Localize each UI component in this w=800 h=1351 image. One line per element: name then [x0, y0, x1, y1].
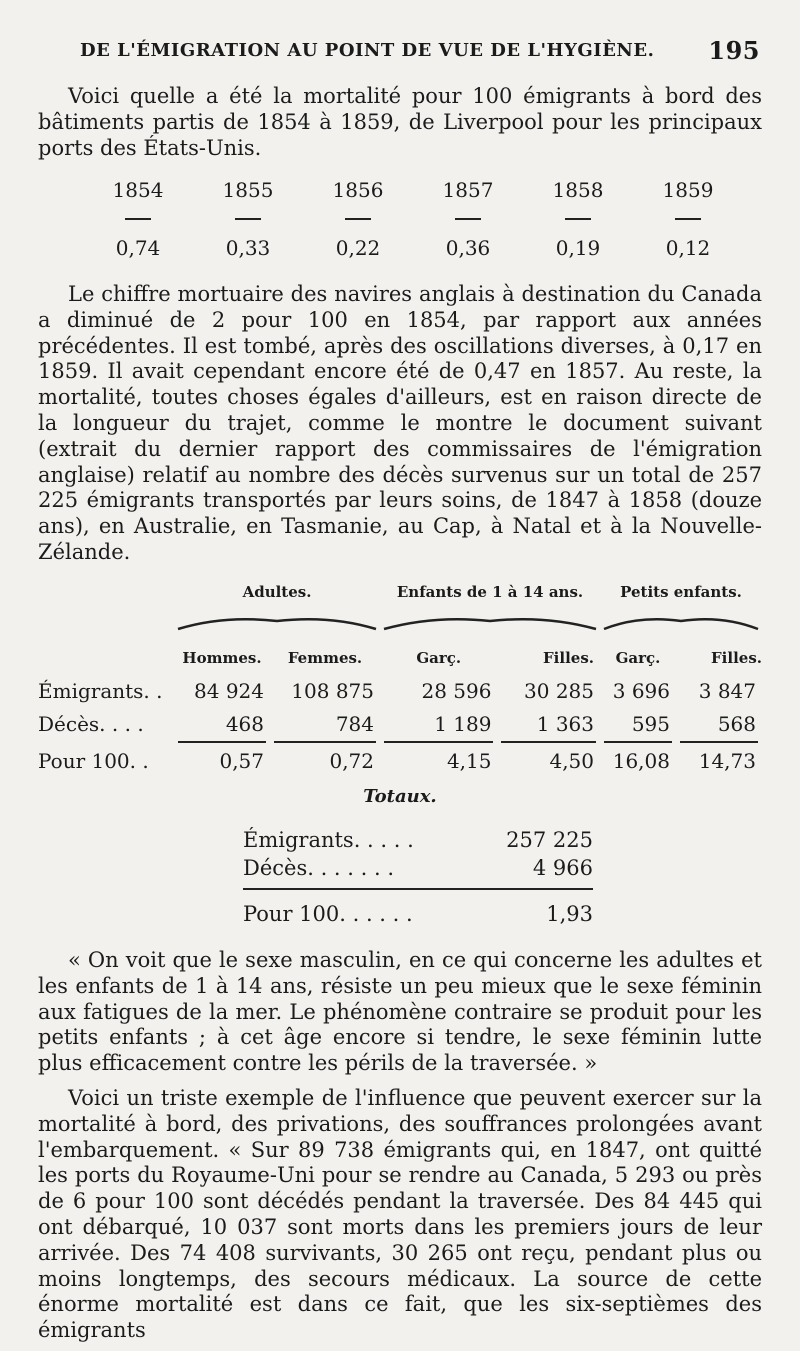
table-cell: 16,08: [612, 748, 670, 773]
year-cell: 1858: [552, 178, 604, 202]
rate-cell: 0,22: [335, 236, 381, 260]
totals-label: Pour 100. . . . . .: [243, 902, 413, 926]
totals-emigrants: [243, 828, 593, 852]
table-cell: 1 363: [536, 711, 594, 736]
group-brace: [174, 608, 380, 641]
group-header: Petits enfants.: [620, 582, 742, 601]
fraction-dashes: [98, 218, 728, 220]
header-title: DE L'ÉMIGRATION AU POINT DE VUE DE L'HYGIÈNE.: [80, 40, 655, 61]
mortality-table: [38, 575, 762, 777]
table-cell: 4,50: [549, 748, 594, 773]
totals-value: 4 966: [532, 856, 593, 880]
subheader: Hommes.: [182, 648, 262, 667]
rate-cell: 0,19: [555, 236, 601, 260]
table-cell: 468: [225, 711, 264, 736]
canada-paragraph: Le chiffre mortuaire des navires anglais à destination du Canada a diminué de 2 pour 100 en 1854, par rapport aux années précédentes. Il est tombé, après des oscillations diverses, à 0,17 en 1859. Il avait cependant encore été de 0,47 en 1857. Au reste, la mortalité, toutes choses égales d'ailleurs, est en raison directe de la longueur du trajet, comme le montre le document suivant (extrait du dernier rapport des commissaires de l'émigration anglaise) relatif au nombre des décès survenus sur un total de 257 225 émigrants transportés par leurs soins, de 1847 à 1858 (douze ans), en Australie, en Tasmanie, au Cap, à Natal et à la Nouvelle-Zélande.: [38, 282, 762, 564]
rate-cell: 0,12: [665, 236, 711, 260]
totals-value: 1,93: [546, 902, 593, 926]
running-header: [80, 36, 760, 65]
table-cell: 1 189: [434, 711, 492, 736]
rate-cell: 0,36: [445, 236, 491, 260]
year-cell: 1859: [662, 178, 714, 202]
group-brace: [380, 608, 600, 641]
totals-value: 257 225: [506, 828, 593, 852]
subheader: Filles.: [543, 648, 594, 667]
group-header: Enfants de 1 à 14 ans.: [396, 582, 584, 601]
row-label: Décès. . . .: [38, 711, 144, 736]
table-cell: 568: [717, 711, 756, 736]
table-cell: 28 596: [421, 678, 492, 703]
subheader: Filles.: [711, 648, 762, 667]
group-header: Adultes.: [242, 582, 312, 601]
subheader: Garç.: [615, 648, 661, 667]
table-cell: 14,73: [698, 748, 756, 773]
table-cell: 595: [631, 711, 670, 736]
table-cell: 3 847: [698, 678, 756, 703]
year-cell: 1854: [112, 178, 164, 202]
subheader: Femmes.: [287, 648, 363, 667]
row-label: Pour 100. .: [38, 748, 149, 773]
table-cell: 108 875: [291, 678, 374, 703]
totals-label: Décès. . . . . . .: [243, 856, 395, 880]
table-cell: 4,15: [446, 748, 492, 773]
subheader: Garç.: [416, 648, 462, 667]
table-cell: 84 924: [194, 678, 264, 703]
totals-deces: [243, 856, 593, 880]
table-cell: 30 285: [524, 678, 594, 703]
row-label: Émigrants. .: [38, 678, 163, 703]
intro-paragraph: Voici quelle a été la mortalité pour 100 émigrants à bord des bâtiments partis de 1854 à 1859, de Liverpool pour les principaux ports des États-Unis.: [38, 84, 762, 160]
totals-title: Totaux.: [363, 786, 437, 807]
table-row: [38, 744, 762, 777]
page-number: 195: [708, 36, 760, 65]
quote-paragraph: « On voit que le sexe masculin, en ce qui concerne les adultes et les enfants de 1 à 14 ans, résiste un peu mieux que le sexe féminin aux fatigues de la mer. Le phénomène contraire se produit pour les petits enfants ; à cet âge encore si tendre, le sexe féminin lutte plus efficacement contre les périls de la traversée. »: [38, 948, 762, 1076]
year-cell: 1857: [442, 178, 494, 202]
table-row: [38, 707, 762, 740]
year-cell: 1855: [222, 178, 274, 202]
table-cell: 784: [335, 711, 374, 736]
rate-cell: 0,33: [225, 236, 271, 260]
table-row: [38, 674, 762, 707]
table-cell: 0,57: [219, 748, 264, 773]
group-brace: [600, 608, 762, 641]
totals-rule: [243, 888, 593, 890]
year-cell: 1856: [332, 178, 384, 202]
totals-pour: [243, 902, 593, 926]
canada-1847-paragraph: Voici un triste exemple de l'influence que peuvent exercer sur la mortalité à bord, des privations, des souffrances prolongées avant l'embarquement. « Sur 89 738 émigrants qui, en 1847, ont quitté les ports du Royaume-Uni pour se rendre au Canada, 5 293 ou près de 6 pour 100 sont décédés pendant la traversée. Des 84 445 qui ont débarqué, 10 037 sont morts dans les premiers jours de leur arrivée. Des 74 408 survivants, 30 265 ont reçu, pendant plus ou moins longtemps, des secours médicaux. La source de cette énorme mortalité est dans ce fait, que les six-septièmes des émigrants: [38, 1086, 762, 1343]
totals-label: Émigrants. . . . .: [243, 828, 414, 852]
table-cell: 3 696: [612, 678, 670, 703]
years-row: [98, 178, 728, 202]
table-cell: 0,72: [329, 748, 374, 773]
rates-row: [98, 236, 728, 260]
rate-cell: 0,74: [115, 236, 161, 260]
